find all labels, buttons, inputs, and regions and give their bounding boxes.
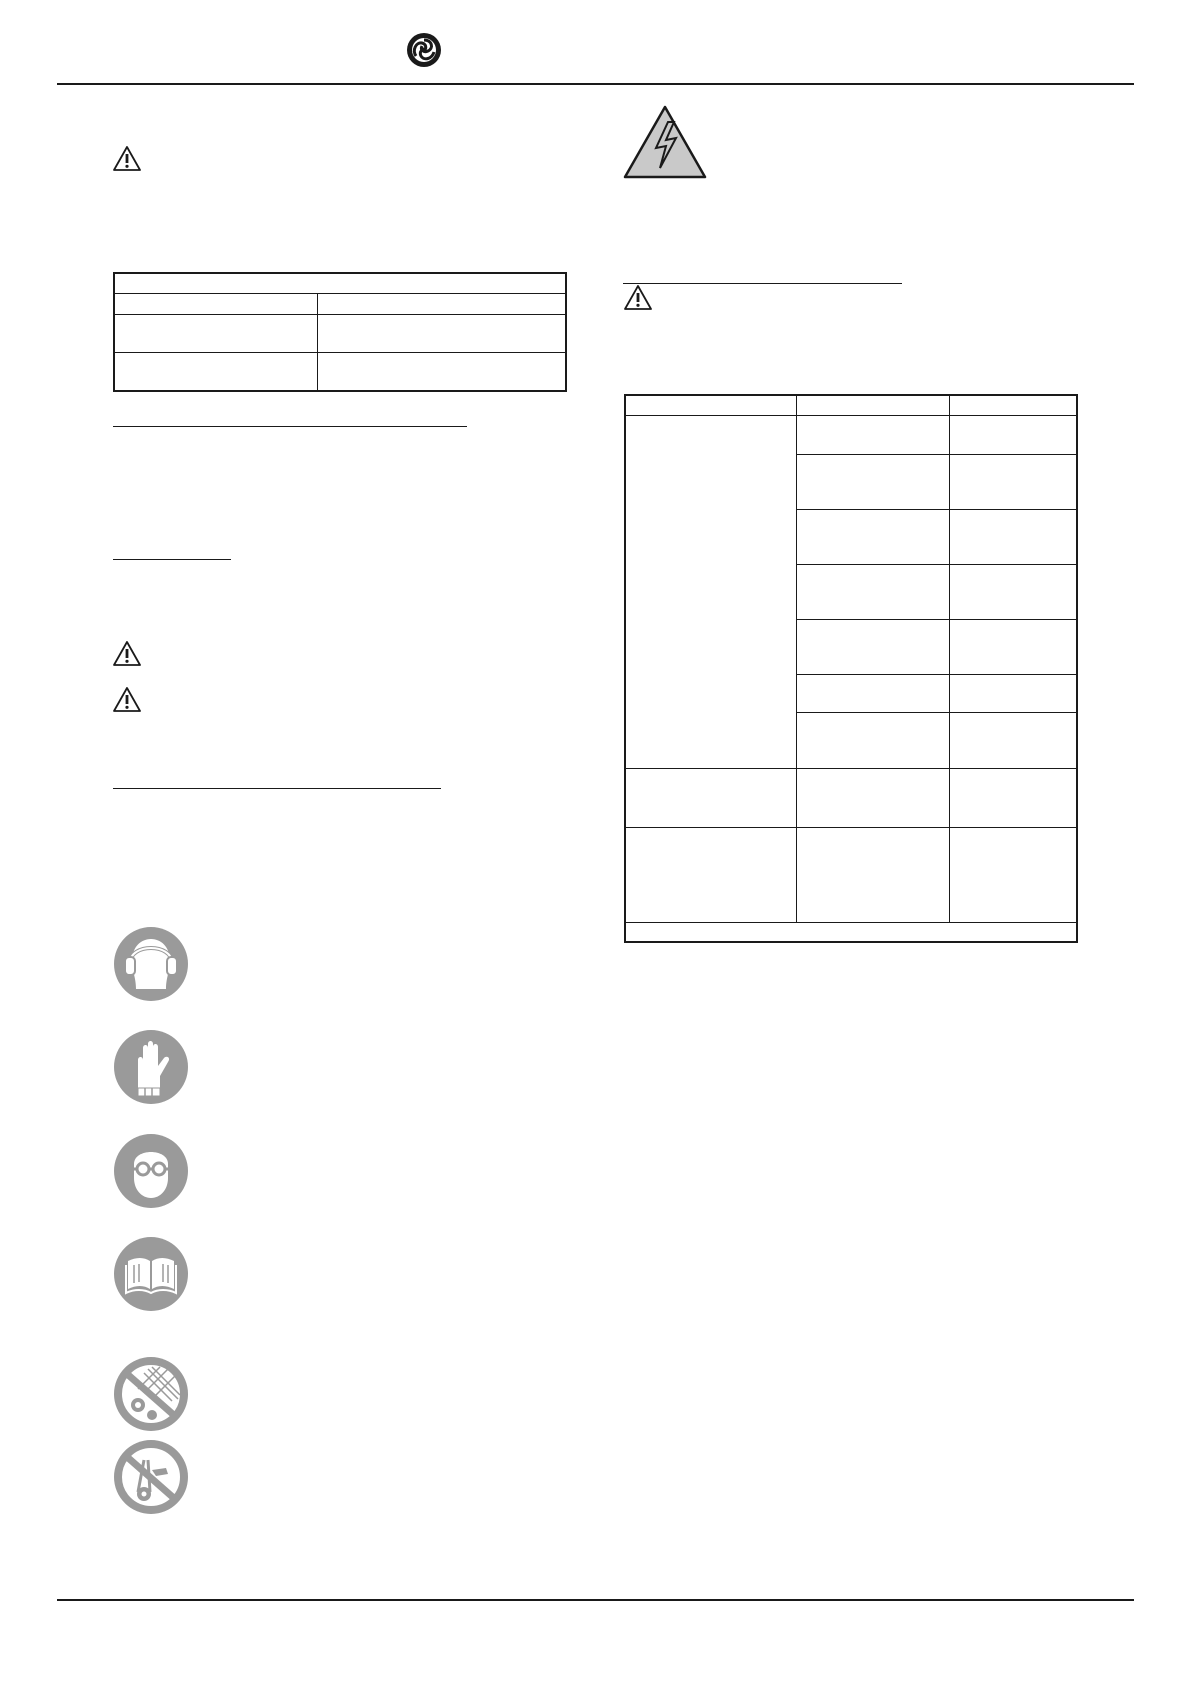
no-removing-guard-icon [114, 1357, 188, 1431]
pictogram-no-touching-belt [114, 1440, 188, 1514]
electric-hazard-warning [622, 104, 708, 180]
table-row [796, 712, 1076, 713]
caution-warning-1 [112, 145, 142, 172]
table-row [115, 352, 565, 353]
no-touching-belt-icon [114, 1440, 188, 1514]
table-column-divider [796, 396, 797, 922]
pictogram-no-removing-guard [114, 1357, 188, 1431]
caution-warning-3 [112, 686, 142, 713]
caution-warning-right-1 [623, 284, 653, 311]
brand-logo [406, 32, 442, 68]
table-row [796, 509, 1076, 510]
caution-warning-2 [112, 640, 142, 667]
table-row [626, 768, 1076, 769]
spec-table-1 [113, 272, 567, 392]
ear-protection-icon [114, 927, 188, 1001]
pictogram-eye-protection [114, 1134, 188, 1208]
section-heading-underline-1 [113, 426, 467, 427]
eye-protection-icon [114, 1134, 188, 1208]
section-heading-underline-2 [113, 559, 231, 560]
pictogram-ear-protection [114, 927, 188, 1001]
table-column-divider [317, 293, 318, 390]
section-heading-underline-right-1 [623, 283, 902, 284]
table-row [796, 454, 1076, 455]
footer-rule [57, 1599, 1134, 1601]
table-row [796, 674, 1076, 675]
table-row [115, 314, 565, 315]
spec-table-2 [624, 394, 1078, 943]
caution-triangle-icon [623, 284, 653, 311]
high-voltage-warning-icon [622, 104, 708, 180]
caution-triangle-icon [112, 145, 142, 172]
table-column-divider [949, 396, 950, 922]
table-row [796, 564, 1076, 565]
section-heading-underline-3 [113, 788, 441, 789]
table-row [115, 293, 565, 294]
brand-swirl-logo-icon [406, 32, 442, 68]
pictogram-read-manual [114, 1237, 188, 1311]
table-row [626, 827, 1076, 828]
table-row [626, 415, 1076, 416]
caution-triangle-icon [112, 686, 142, 713]
header-rule [57, 83, 1134, 85]
protective-gloves-icon [114, 1030, 188, 1104]
table-row [796, 619, 1076, 620]
pictogram-protective-gloves [114, 1030, 188, 1104]
read-manual-icon [114, 1237, 188, 1311]
table-row [626, 922, 1076, 923]
caution-triangle-icon [112, 640, 142, 667]
